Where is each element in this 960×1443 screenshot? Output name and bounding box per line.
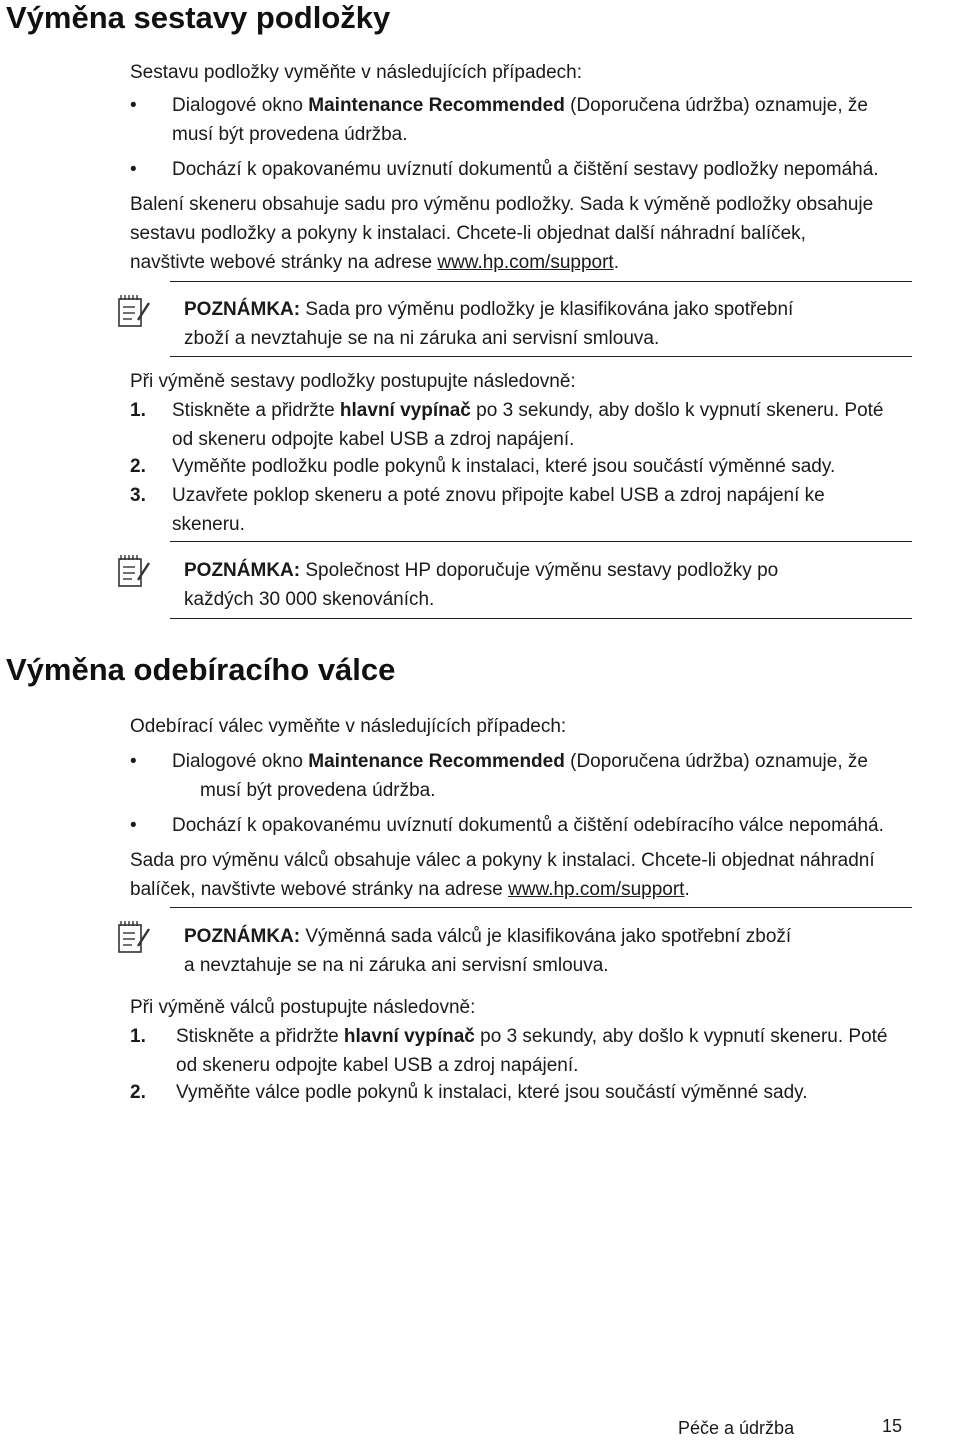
step-number: 3. — [130, 485, 146, 506]
section2-paragraph — [130, 846, 960, 904]
steps-intro: Při výměně sestavy podložky postupujte následovně: — [130, 371, 576, 392]
note-text — [184, 556, 884, 614]
list-item — [130, 91, 960, 149]
divider — [170, 281, 912, 282]
bullet-text: (Doporučena údržba) oznamuje, že — [564, 95, 868, 116]
note-text — [184, 922, 884, 980]
step-number: 1. — [130, 400, 146, 421]
step-text: skeneru. — [172, 514, 245, 535]
step-text: od skeneru odpojte kabel USB a zdroj napájení. — [176, 1055, 579, 1076]
bullet-text: Dialogové okno — [172, 751, 309, 772]
support-link[interactable]: www.hp.com/support — [508, 879, 685, 900]
note-label: POZNÁMKA: — [184, 560, 301, 581]
section1-paragraph — [130, 190, 960, 277]
divider — [170, 356, 912, 357]
note-line: a nevztahuje se na ni záruka ani servisní smlouva. — [184, 955, 609, 976]
footer-section-name: Péče a údržba — [678, 1418, 795, 1438]
divider — [170, 541, 912, 542]
note-line: každých 30 000 skenováních. — [184, 589, 435, 610]
note-line: Sada pro výměnu podložky je klasifikována jako spotřební — [300, 299, 794, 320]
note-label: POZNÁMKA: — [184, 926, 301, 947]
section-title-replace-pad: Výměna sestavy podložky — [6, 0, 391, 35]
step-number: 2. — [130, 456, 146, 477]
step-number: 1. — [130, 1026, 146, 1047]
step-text: Stiskněte a přidržte — [176, 1026, 344, 1047]
step-item — [130, 481, 960, 539]
note-icon — [112, 920, 152, 956]
note-box — [112, 280, 912, 360]
list-item — [130, 155, 960, 184]
note-line: zboží a nevztahuje se na ni záruka ani servisní smlouva. — [184, 328, 660, 349]
note-line: Výměnná sada válců je klasifikována jako spotřební zboží — [300, 926, 792, 947]
bullet-text-cont: musí být provedena údržba. — [172, 124, 408, 145]
step-item — [130, 452, 960, 481]
step-text: od skeneru odpojte kabel USB a zdroj napájení. — [172, 429, 575, 450]
step-item — [130, 1022, 960, 1080]
bullet-text: Dochází k opakovanému uvíznutí dokumentů a čištění sestavy podložky nepomáhá. — [172, 159, 879, 180]
step-text: po 3 sekundy, aby došlo k vypnutí skeneru. Poté — [474, 1026, 888, 1047]
paragraph-line: Sada pro výměnu válců obsahuje válec a pokyny k instalaci. Chcete-li objednat náhradní — [130, 850, 875, 871]
step-text: po 3 sekundy, aby došlo k vypnutí skeneru. Poté — [470, 400, 884, 421]
note-icon — [112, 554, 152, 590]
list-item — [130, 811, 960, 840]
section-title-replace-roller: Výměna odebíracího válce — [6, 652, 396, 687]
paragraph-line: sestavu podložky a pokyny k instalaci. Chcete-li objednat další náhradní balíček, — [130, 223, 806, 244]
bullet-text-cont: musí být provedena údržba. — [200, 780, 436, 801]
bullet-icon: • — [130, 751, 137, 772]
step-item — [130, 1078, 960, 1107]
note-box — [112, 906, 912, 988]
steps-intro: Při výměně válců postupujte následovně: — [130, 997, 476, 1018]
bullet-text: Dochází k opakovanému uvíznutí dokumentů a čištění odebíracího válce nepomáhá. — [172, 815, 884, 836]
divider — [170, 907, 912, 908]
paragraph-line: navštivte webové stránky na adrese — [130, 252, 438, 273]
page-number: 15 — [882, 1416, 903, 1436]
bullet-text: (Doporučena údržba) oznamuje, že — [564, 751, 868, 772]
dialog-name: Maintenance Recommended — [308, 751, 565, 772]
paragraph-line: Balení skeneru obsahuje sadu pro výměnu podložky. Sada k výměně podložky obsahuje — [130, 194, 874, 215]
power-button-name: hlavní vypínač — [339, 400, 471, 421]
paragraph-line: . — [613, 252, 619, 273]
step-text: Vyměňte podložku podle pokynů k instalaci, které jsou součástí výměnné sady. — [172, 456, 836, 477]
power-button-name: hlavní vypínač — [343, 1026, 475, 1047]
note-text — [184, 295, 884, 353]
note-icon — [112, 294, 152, 330]
step-text: Vyměňte válce podle pokynů k instalaci, které jsou součástí výměnné sady. — [176, 1082, 808, 1103]
paragraph-line: balíček, navštivte webové stránky na adrese — [130, 879, 509, 900]
note-box — [112, 540, 912, 622]
step-text: Uzavřete poklop skeneru a poté znovu připojte kabel USB a zdroj napájení ke — [172, 485, 825, 506]
bullet-icon: • — [130, 95, 137, 116]
divider — [170, 618, 912, 619]
dialog-name: Maintenance Recommended — [308, 95, 565, 116]
bullet-icon: • — [130, 815, 137, 836]
bullet-icon: • — [130, 159, 137, 180]
bullet-text: Dialogové okno — [172, 95, 309, 116]
note-label: POZNÁMKA: — [184, 299, 301, 320]
step-item — [130, 396, 960, 454]
section1-intro: Sestavu podložky vyměňte v následujících případech: — [130, 62, 583, 83]
step-number: 2. — [130, 1082, 146, 1103]
support-link[interactable]: www.hp.com/support — [437, 252, 614, 273]
step-text: Stiskněte a přidržte — [172, 400, 340, 421]
list-item — [130, 747, 960, 805]
section2-intro: Odebírací válec vyměňte v následujících případech: — [130, 716, 567, 737]
paragraph-line: . — [684, 879, 690, 900]
note-line: Společnost HP doporučuje výměnu sestavy podložky po — [300, 560, 779, 581]
